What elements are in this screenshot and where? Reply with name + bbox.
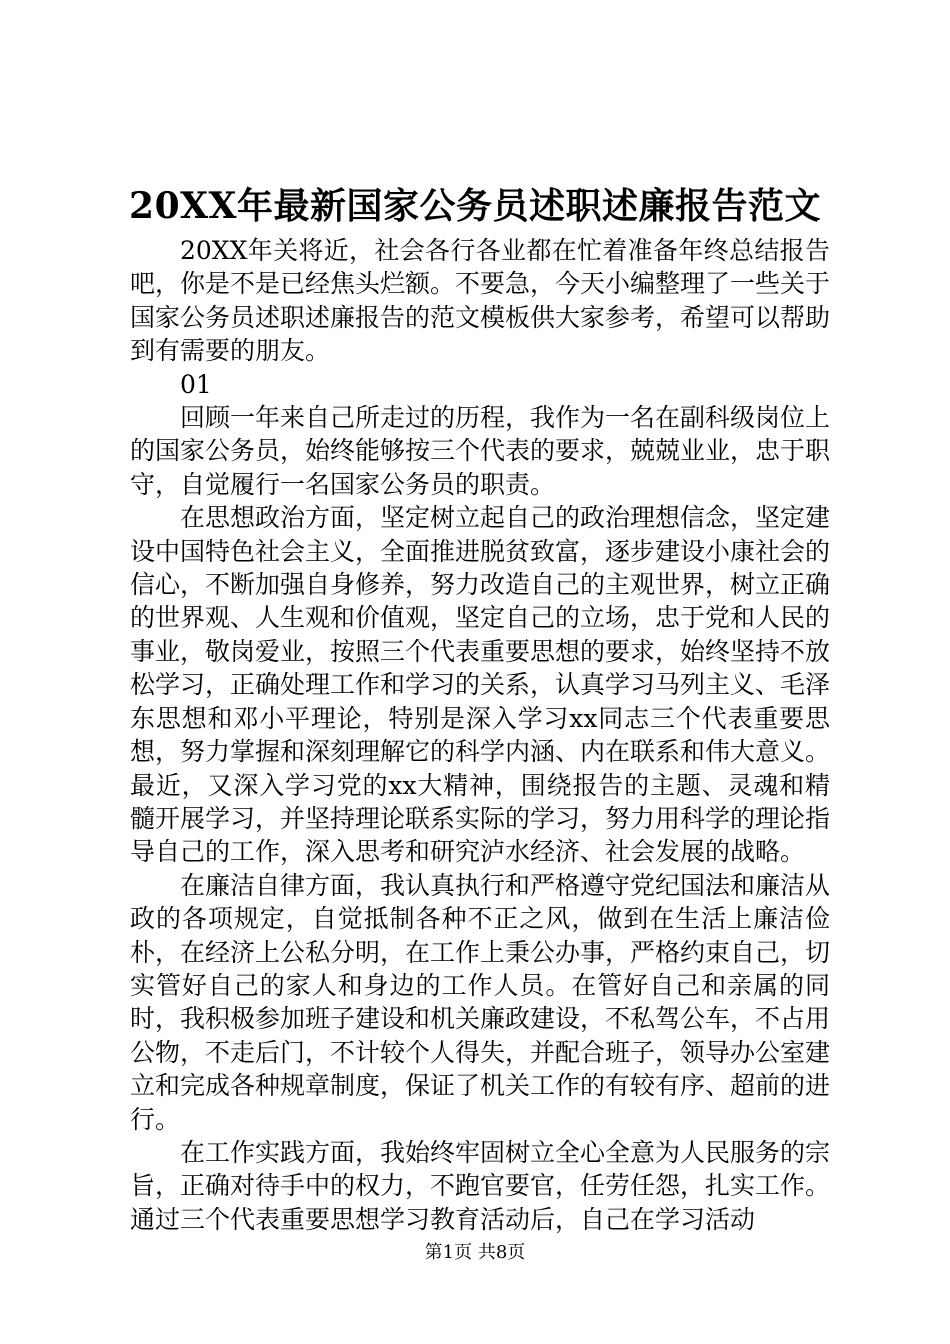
paragraph-integrity: 在廉洁自律方面，我认真执行和严格遵守党纪国法和廉洁从政的各项规定，自觉抵制各种不正之风，做到在生活上廉洁俭朴，在经济上公私分明，在工作上秉公办事，严格约束自己，切实管好自己的家人和身边的工作人员。在管好自己和亲属的同时，我积极参加班子建设和机关廉政建设，不私驾公车，不占用公物，不走后门，不计较个人得失，并配合班子，领导办公室建立和完成各种规章制度，保证了机关工作的有较有序、超前的进行。 bbox=[130, 870, 831, 1134]
page-footer: 第1页 共8页 bbox=[424, 1242, 526, 1263]
paragraph-review: 回顾一年来自己所走过的历程，我作为一名在副科级岗位上的国家公务员，始终能够按三个代表的要求，兢兢业业，忠于职守，自觉履行一名国家公务员的职责。 bbox=[130, 403, 831, 499]
paragraph-work-practice: 在工作实践方面，我始终牢固树立全心全意为人民服务的宗旨，正确对待手中的权力，不跑官要官，任劳任怨，扎实工作。通过三个代表重要思想学习教育活动后，自己在学习活动 bbox=[130, 1137, 831, 1234]
document-title: 20XX年最新国家公务员述职述廉报告范文 bbox=[129, 185, 821, 227]
paragraph-political: 在思想政治方面，坚定树立起自己的政治理想信念，坚定建设中国特色社会主义，全面推进脱贫致富，逐步建设小康社会的信心，不断加强自身修养，努力改造自己的主观世界，树立正确的世界观、人生观和价值观，坚定自己的立场，忠于党和人民的事业，敬岗爱业，按照三个代表重要思想的要求，始终坚持不放松学习，正确处理工作和学习的关系，认真学习马列主义、毛泽东思想和邓小平理论，特别是深入学习xx同志三个代表重要思想，努力掌握和深刻理解它的科学内涵、内在联系和伟大意义。最近，又深入学习党的xx大精神，围绕报告的主题、灵魂和精髓开展学习，并坚持理论联系实际的学习，努力用科学的理论指导自己的工作，深入思考和研究泸水经济、社会发展的战略。 bbox=[130, 503, 831, 867]
paragraph-intro: 20XX年关将近，社会各行各业都在忙着准备年终总结报告吧，你是不是已经焦头烂额。不要急，今天小编整理了一些关于国家公务员述职述廉报告的范文模板供大家参考，希望可以帮助到有需要的朋友。 bbox=[130, 236, 831, 366]
section-number: 01 bbox=[180, 369, 212, 399]
document-body bbox=[130, 234, 830, 1236]
